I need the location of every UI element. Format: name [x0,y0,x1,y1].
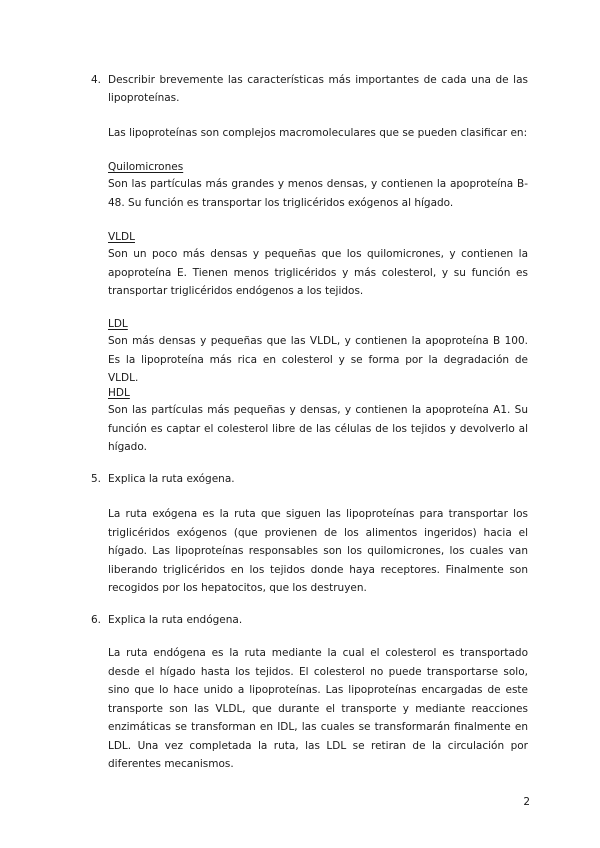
question-6 [91,611,528,629]
section-body-vldl: Son un poco más densas y pequeñas que los quilomicrones, y contienen la apoproteína E. Tienen menos triglicéridos y más colesterol, y su función es transportar triglicéridos endógenos a los tejidos. [108,248,528,297]
question-4 [91,71,528,107]
section-heading-hdl: HDL [108,387,130,399]
question-number: 4. [91,74,102,86]
question-text: Explica la ruta endógena. [108,614,243,626]
exogenous-route-answer: La ruta exógena es la ruta que siguen las lipoproteínas para transportar los triglicéridos exógenos (que provienen de los alimentos ingeridos) hacia el hígado. Las lipoproteínas responsables son los quilomicrones, los cuales van liberando triglicéridos en los tejidos donde haya receptores. Finalmente son recogidos por los hepatocitos, que los destruyen. [108,508,528,594]
page-number: 2 [523,796,530,808]
question-number: 5. [91,473,102,485]
question-number: 6. [91,614,102,626]
section-heading-vldl: VLDL [108,231,135,243]
section-body-ldl: Son más densas y pequeñas que las VLDL, y contienen la apoproteína B 100. Es la lipoproteína más rica en colesterol y se forma por la degradación de VLDL. [108,335,528,384]
section-body-quilomicrones: Son las partículas más grandes y menos densas, y contienen la apoproteína B-48. Su función es transportar los triglicéridos exógenos al hígado. [108,178,528,209]
section-heading-ldl: LDL [108,318,128,330]
question-text: Explica la ruta exógena. [108,473,235,485]
endogenous-route-answer: La ruta endógena es la ruta mediante la cual el colesterol es transportado desde el hígado hasta los tejidos. El colesterol no puede transportarse solo, sino que lo hace unido a lipoproteínas. Las lipoproteínas encargadas de este transporte son las VLDL, que durante el transporte y mediante reacciones enzimáticas se transforman en IDL, las cuales se transformarán finalmente en LDL. Una vez completada la ruta, las LDL se retiran de la circulación por diferentes mecanismos. [108,647,528,770]
lipoproteins-intro: Las lipoproteínas son complejos macromoleculares que se pueden clasificar en: [108,127,528,139]
question-5 [91,470,528,488]
question-text: Describir brevemente las características más importantes de cada una de las lipoproteínas. [108,74,528,104]
section-body-hdl: Son las partículas más pequeñas y densas, y contienen la apoproteína A1. Su función es captar el colesterol libre de las células de los tejidos y devolverlo al hígado. [108,404,528,453]
section-heading-quilomicrones: Quilomicrones [108,161,184,173]
